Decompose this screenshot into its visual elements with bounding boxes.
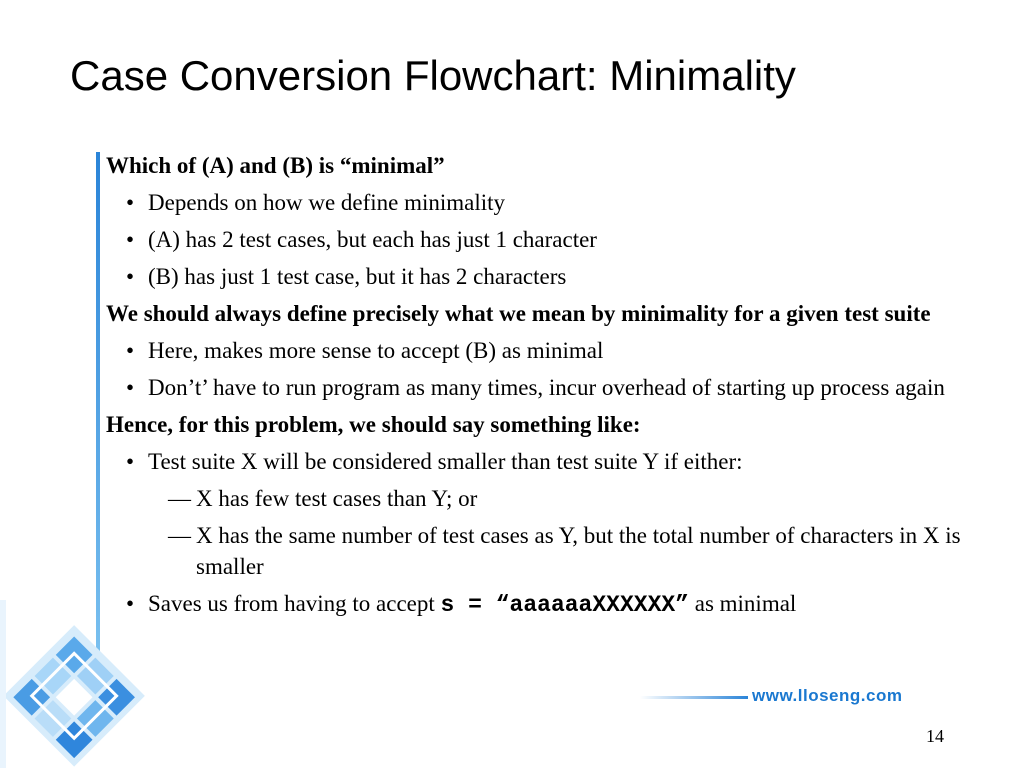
bullet-glyph: •: [126, 190, 135, 215]
dash-glyph: —: [168, 523, 191, 548]
bullet-glyph: •: [126, 338, 135, 363]
bullet-item: • Here, makes more sense to accept (B) as minimal: [106, 335, 1016, 366]
bullet-glyph: •: [126, 375, 135, 400]
dash-glyph: —: [168, 486, 191, 511]
heading-hence: Hence, for this problem, we should say something like:: [106, 412, 641, 437]
bullet-item: • (A) has 2 test cases, but each has just 1 character: [106, 224, 1016, 255]
sub-item: — X has few test cases than Y; or: [106, 483, 1016, 514]
bullet-glyph: •: [126, 591, 135, 616]
footer-url-bar: [640, 696, 748, 699]
bullet-item: • Depends on how we define minimality: [106, 187, 1016, 218]
bullet-item: • Don’t’ have to run program as many times, incur overhead of starting up process again: [106, 372, 1016, 403]
bullet-item: • Test suite X will be considered smaller than test suite Y if either:: [106, 446, 1016, 477]
heading-minimal: Which of (A) and (B) is “minimal”: [106, 153, 445, 178]
code-snippet: s = “aaaaaaXXXXXX”: [440, 592, 689, 618]
accent-rule: [96, 152, 100, 672]
slide-body: [106, 150, 1016, 627]
page-number: 14: [926, 726, 944, 746]
heading-define: We should always define precisely what we mean by minimality for a given test suite: [106, 301, 931, 326]
bullet-glyph: •: [126, 227, 135, 252]
bullet-glyph: •: [126, 449, 135, 474]
bullet-glyph: •: [126, 264, 135, 289]
bullet-item: • Saves us from having to accept s = “aaaaaaXXXXXX” as minimal: [106, 588, 1016, 621]
footer-url[interactable]: www.lloseng.com: [752, 686, 903, 705]
slide-title: Case Conversion Flowchart: Minimality: [70, 52, 796, 99]
sub-item: — X has the same number of test cases as Y, but the total number of characters in X is smaller: [106, 520, 1016, 582]
bullet-item: • (B) has just 1 test case, but it has 2 characters: [106, 261, 1016, 292]
decorative-tile-pattern: [0, 600, 150, 768]
